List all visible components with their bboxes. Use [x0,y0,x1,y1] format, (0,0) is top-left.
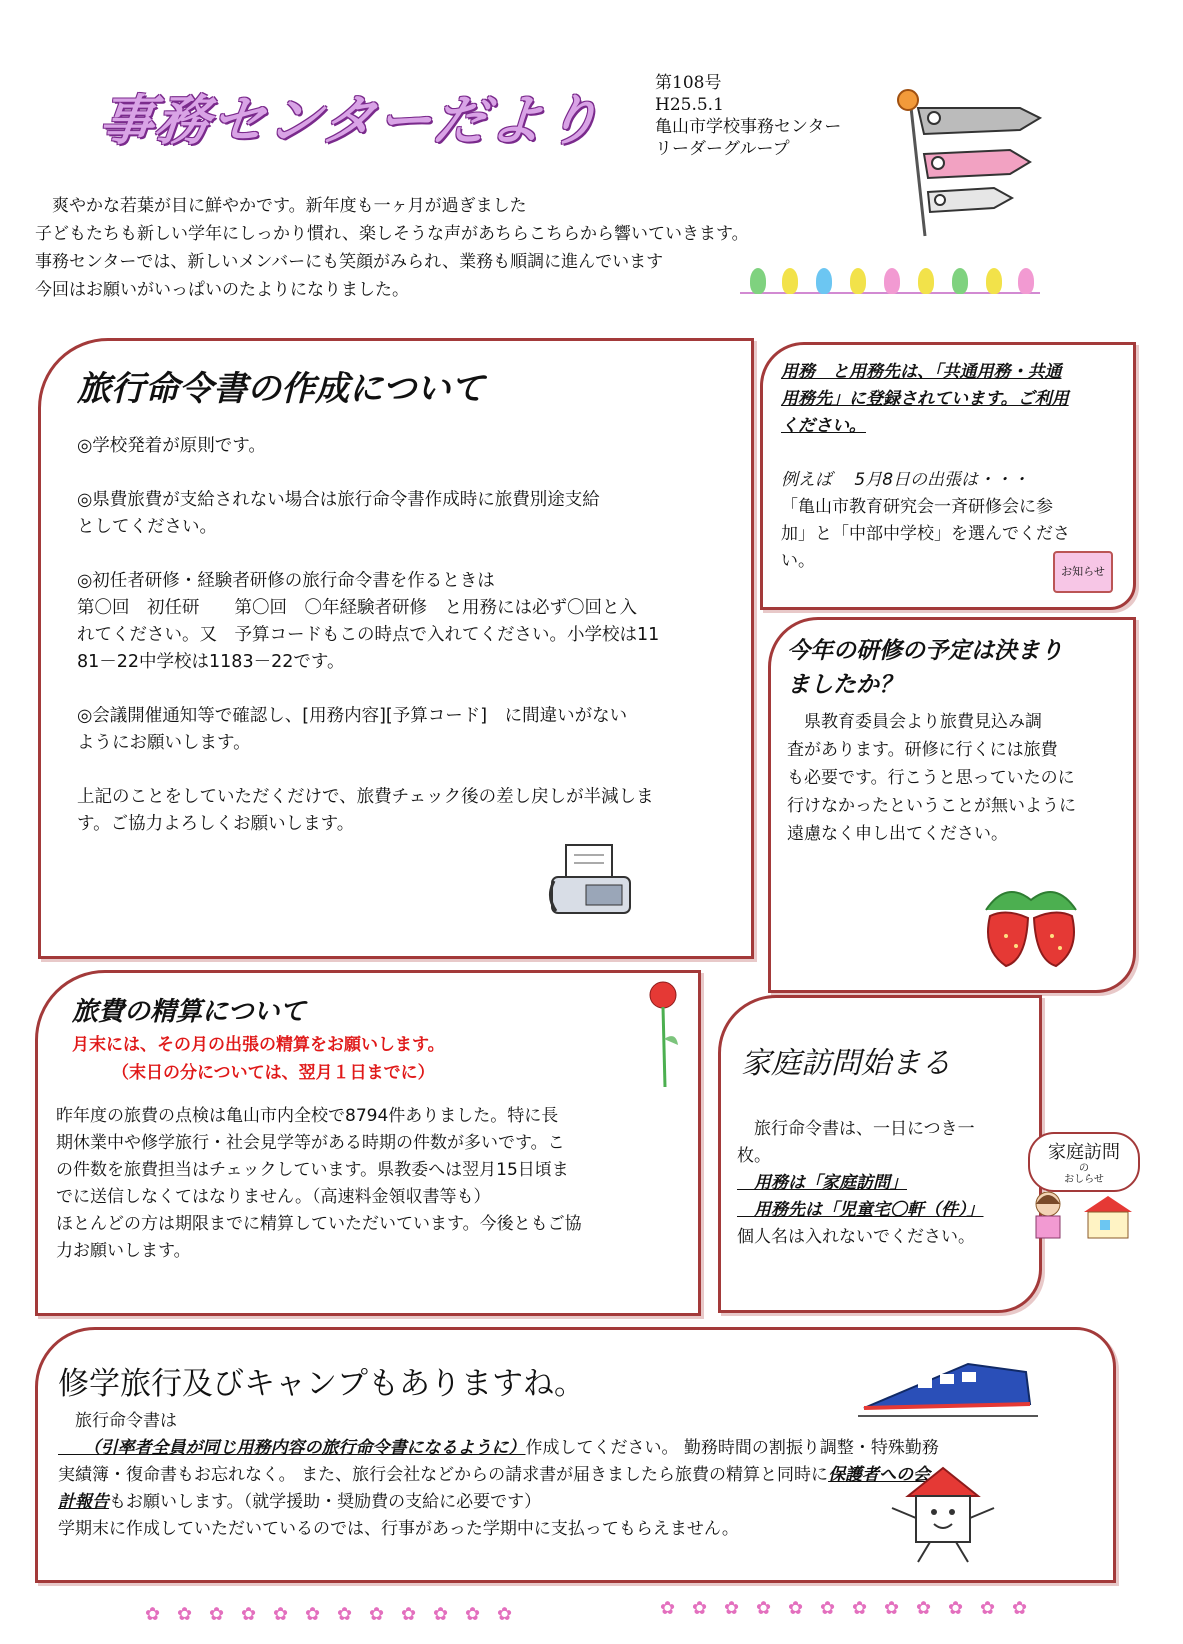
home-visit-badge [1028,1132,1140,1242]
paragraph-emphasis: （引率者全員が同じ用務内容の旅行命令書になるように） [58,1438,526,1458]
paragraph: 「亀山市教育研究会一斉研修会に参 [781,497,1053,517]
flower-icon: ✿ [788,1598,804,1619]
flower-icon: ✿ [884,1598,900,1619]
paragraph: 学期末に作成していただいているのでは、行事があった学期中に支払ってもらえません。 [58,1519,739,1539]
issue-number: 第108号 [655,73,722,93]
koinobori-icon [890,88,1060,238]
flower-icon: ✿ [209,1604,225,1625]
paragraph-emphasis: 保護者への会 [828,1465,931,1485]
deadline-line: （末日の分については、翌月１日までに） [112,1063,435,1083]
paragraph: 加」と「中部中学校」を選んでくださ [781,524,1070,544]
paragraph: 用務先は「児童宅〇軒（件）」 [737,1200,984,1220]
flower-icon: ✿ [145,1604,161,1625]
paragraph: 期休業中や修学旅行・社会見学等がある時期の件数が多いです。こ [56,1133,565,1153]
paragraph: 用務先」に登録されています。ご利用 [781,389,1069,409]
training-title-line: 今年の研修の予定は決まり [787,638,1063,664]
paragraph: 旅行命令書は、一日につき一 [737,1119,975,1139]
paragraph: ◎県費旅費が支給されない場合は旅行命令書作成時に旅費別途支給 [77,490,600,510]
intro-line: 爽やかな若葉が目に鮮やかです。新年度も一ヶ月が過ぎました [35,196,527,216]
paragraph: も必要です。行こうと思っていたのに [787,768,1075,788]
deadline-line: 月末には、その月の出張の精算をお願いします。 [72,1035,445,1055]
strawberry-icon [976,880,1086,970]
issue-date: H25.5.1 [655,95,724,115]
issuing-group: リーダーグループ [655,139,790,159]
school-trip-section [35,1327,1116,1583]
masthead-title: 事務センターだより [96,89,605,152]
training-title [787,634,1063,702]
flower-icon: ✿ [401,1604,417,1625]
paragraph: 81－22中学校は1183－22です。 [77,652,345,672]
notice-badge: お知らせ [1053,551,1113,593]
paragraph-text: 作成してください。 勤務時間の割振り調整・特殊勤務 [525,1438,939,1458]
issue-info [655,72,841,160]
paragraph: す。ご協力よろしくお願いします。 [77,814,355,834]
flower-icon: ✿ [433,1604,449,1625]
paragraph: 行けなかったということが無いように [787,796,1076,816]
home-visit-section [718,995,1042,1313]
paragraph: 第〇回 初任研 第〇回 〇年経験者研修 と用務には必ず〇回と入 [77,598,637,618]
flower-border-right [660,1598,1040,1628]
paragraph: 個人名は入れないでください。 [737,1227,975,1247]
flower-icon: ✿ [852,1598,868,1619]
paragraph: 遠慮なく申し出てください。 [787,824,1008,844]
paragraph: い。 [781,551,815,571]
paragraph: 用務 と用務先は、「共通用務・共通 [781,362,1062,382]
intro-line: 今回はお願いがいっぱいのたよりになりました。 [35,280,409,300]
home-visit-title: 家庭訪問始まる [741,1046,951,1081]
paragraph: 枚。 [737,1146,771,1166]
paragraph-text: 実績簿・復命書もお忘れなく。 また、旅行会社などからの請求書が届きましたら旅費の精算と同時に [58,1465,829,1485]
house-teacher-icon [1028,1188,1140,1242]
training-body [787,708,1076,848]
fax-machine-icon [546,841,636,921]
badge-no: の [1079,1163,1089,1174]
paragraph: 用務は「家庭訪問」 [737,1173,907,1193]
travel-order-title: 旅行命令書の作成について [77,369,485,409]
carnation-icon [638,979,688,1089]
training-title-line: ましたか？ [787,672,902,698]
flower-border-left [145,1604,525,1634]
paragraph: ようにお願いします。 [77,733,251,753]
settlement-body [56,1103,582,1265]
flower-icon: ✿ [305,1604,321,1625]
flower-icon: ✿ [916,1598,932,1619]
flower-icon: ✿ [948,1598,964,1619]
paragraph: 旅行命令書は [58,1411,177,1431]
travel-order-section [38,338,754,959]
train-icon [858,1352,1038,1422]
settlement-deadline [72,1031,445,1087]
paragraph: 例えば 5月8日の出張は・・・ [781,470,1030,490]
training-section [768,617,1136,993]
paragraph: 県教育委員会より旅費見込み調 [787,712,1042,732]
flower-icon: ✿ [337,1604,353,1625]
common-tasks-section [760,342,1136,610]
flower-icon: ✿ [756,1598,772,1619]
paragraph: ◎学校発着が原則です。 [77,436,266,456]
parakeets-icon [740,266,1040,316]
paragraph: れてください。又 予算コードもこの時点で入れてください。小学校は11 [77,625,660,645]
paragraph-emphasis: 計報告 [58,1492,109,1512]
paragraph-text: もお願いします。（就学援助・奨励費の支給に必要です） [109,1492,542,1512]
intro-line: 事務センターでは、新しいメンバーにも笑顔がみられ、業務も順調に進んでいます [35,252,664,272]
flower-icon: ✿ [465,1604,481,1625]
intro-line: 子どもたちも新しい学年にしっかり慣れ、楽しそうな声があちらこちらから響いていきます。 [35,224,749,244]
flower-icon: ✿ [724,1598,740,1619]
flower-icon: ✿ [497,1604,513,1625]
flower-icon: ✿ [369,1604,385,1625]
home-visit-badge-bubble [1028,1132,1140,1192]
badge-sub: おしらせ [1064,1174,1104,1185]
paragraph: 昨年度の旅費の点検は亀山市内全校で8794件ありました。特に長 [56,1106,559,1126]
travel-order-body [77,433,727,838]
home-visit-body [737,1116,984,1251]
school-trip-title: 修学旅行及びキャンプもありますね。 [58,1366,585,1402]
flower-icon: ✿ [241,1604,257,1625]
paragraph: 力お願いします。 [56,1241,191,1261]
paragraph: ◎初任者研修・経験者研修の旅行命令書を作るときは [77,571,495,591]
flower-icon: ✿ [273,1604,289,1625]
settlement-title: 旅費の精算について [72,997,306,1027]
paragraph: 査があります。研修に行くには旅費 [787,740,1058,760]
paragraph: でに送信しなくてはなりません。（高速料金領収書等も） [56,1187,491,1207]
flower-icon: ✿ [660,1598,676,1619]
paragraph: としてください。 [77,517,217,537]
flower-icon: ✿ [1012,1598,1028,1619]
badge-title: 家庭訪問 [1048,1142,1120,1163]
paragraph: 上記のことをしていただくだけで、旅費チェック後の差し戻しが半減しま [77,787,654,807]
common-tasks-body [781,359,1070,575]
flower-icon: ✿ [820,1598,836,1619]
issuing-organization: 亀山市学校事務センター [655,117,842,137]
paragraph: ほとんどの方は期限までに精算していただいています。今後ともご協 [56,1214,582,1234]
intro-text [35,192,749,304]
house-character-icon [878,1458,1008,1568]
flower-icon: ✿ [980,1598,996,1619]
paragraph: ◎会議開催通知等で確認し、[用務内容][予算コード] に間違いがない [77,706,628,726]
flower-icon: ✿ [177,1604,193,1625]
settlement-section [35,970,701,1316]
paragraph: ください。 [781,416,866,436]
paragraph: の件数を旅費担当はチェックしています。県教委へは翌月15日頃ま [56,1160,569,1180]
flower-icon: ✿ [692,1598,708,1619]
